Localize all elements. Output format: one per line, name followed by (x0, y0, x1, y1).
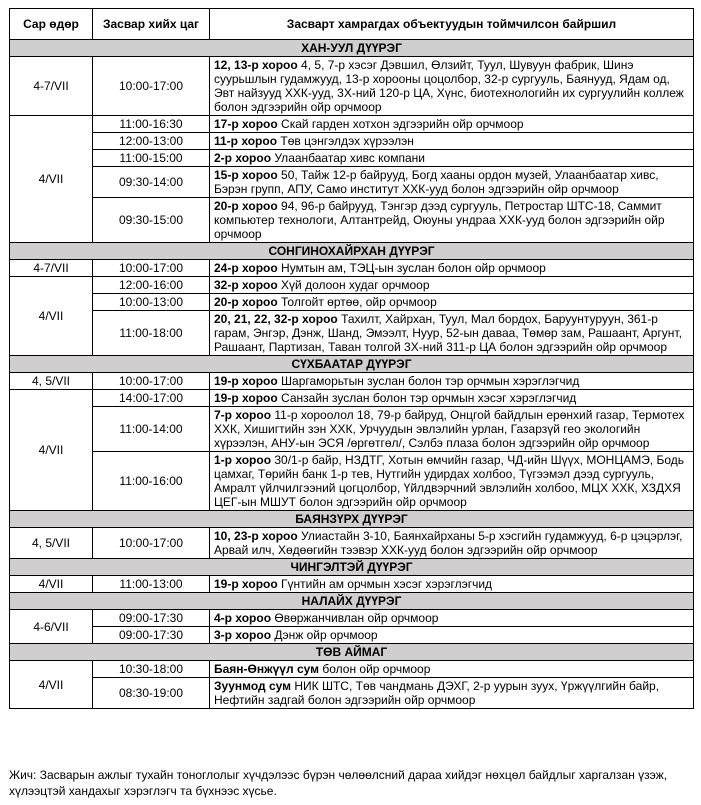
location-text: болон ойр орчмоор (319, 662, 431, 676)
table-row (10, 528, 694, 559)
time-cell: 11:00-16:30 (93, 116, 210, 133)
outage-schedule (9, 8, 693, 709)
khoroo-label: 17-р хороо (214, 117, 278, 131)
section-row (10, 243, 694, 260)
location-text: 30/1-р байр, НЗДТГ, Хотын өмчийн газар, ЧД-ийн Шүүх, МОНЦАМЭ, Бодь цамхаг, Төрийн банк 1-р тев, Нутгийн удирдах холбоо, Түгээмэл дээд сургууль, Амралт үйлчилгээний цогцолбор, Үйлдвэрчний эвлэлийн холбоо, МЦХ ХХК, ХЗДХЯ ЦЕГ-ын МШУТ болон эдгээрийн ойр орчмоор (214, 453, 685, 509)
location-text: Улаанбаатар хивс компани (271, 151, 425, 165)
table-row (10, 627, 694, 644)
time-cell: 10:00-17:00 (93, 57, 210, 116)
table-row (10, 407, 694, 452)
location-cell (210, 294, 694, 311)
khoroo-label: Зуунмод сум (214, 679, 292, 693)
location-text: Улиастайн 3-10, Баянхайрханы 5-р хэсгийн гудамжууд, 6-р цэцэрлэг, Арвай илч, Хөдөөгийн тээвэр ХХК-ууд болон эдгээрийн ойр орчмоор (214, 529, 683, 557)
khoroo-label: 3-р хороо (214, 628, 272, 642)
time-cell: 09:30-15:00 (93, 198, 210, 243)
schedule-body (10, 40, 694, 709)
time-cell: 09:30-14:00 (93, 167, 210, 198)
district-heading: ЧИНГЭЛТЭЙ ДҮҮРЭГ (10, 559, 694, 576)
time-cell: 11:00-15:00 (93, 150, 210, 167)
time-cell: 10:00-17:00 (93, 260, 210, 277)
time-cell: 09:00-17:30 (93, 610, 210, 627)
table-row (10, 661, 694, 678)
header-time: Засвар хийх цаг (93, 9, 210, 40)
date-cell: 4-7/VII (10, 57, 93, 116)
khoroo-label: 10, 23-р хороо (214, 529, 298, 543)
section-row (10, 356, 694, 373)
time-cell: 10:00-17:00 (93, 528, 210, 559)
location-cell (210, 678, 694, 709)
table-row (10, 373, 694, 390)
location-cell (210, 576, 694, 593)
table-row (10, 678, 694, 709)
khoroo-label: 2-р хороо (214, 151, 272, 165)
time-cell: 11:00-14:00 (93, 407, 210, 452)
location-cell (210, 311, 694, 356)
location-text: 50, Тайж 12-р байрууд, Богд хааны ордон музей, Улаанбаатар хивс, Бэрэн групп, АПУ, Само институт ХХК-ууд болон эдгээрийн ойр орчмоор (214, 168, 659, 196)
khoroo-label: 4-р хороо (214, 611, 272, 625)
location-text: Гүнтийн ам орчмын хэсэг хэрэглэгчид (277, 577, 493, 591)
date-cell: 4-7/VII (10, 260, 93, 277)
time-cell: 10:30-18:00 (93, 661, 210, 678)
khoroo-label: 19-р хороо (214, 577, 278, 591)
location-cell (210, 627, 694, 644)
section-row (10, 40, 694, 57)
section-row (10, 559, 694, 576)
header-location: Засварт хамрагдах объектуудын тоймчилсон байршил (210, 9, 694, 40)
date-cell: 4, 5/VII (10, 528, 93, 559)
date-cell: 4-6/VII (10, 610, 93, 644)
khoroo-label: 20, 21, 22, 32-р хороо (214, 312, 338, 326)
time-cell: 10:00-13:00 (93, 294, 210, 311)
location-cell (210, 133, 694, 150)
district-heading: СОНГИНОХАЙРХАН ДҮҮРЭГ (10, 243, 694, 260)
time-cell: 11:00-18:00 (93, 311, 210, 356)
location-cell (210, 661, 694, 678)
table-row (10, 198, 694, 243)
table-row (10, 57, 694, 116)
time-cell: 10:00-17:00 (93, 373, 210, 390)
khoroo-label: 1-р хороо (214, 453, 272, 467)
table-row (10, 610, 694, 627)
location-cell (210, 198, 694, 243)
location-cell (210, 610, 694, 627)
location-text: Шаргаморьтын зуслан болон тэр орчмын хэрэглэгчид (277, 374, 580, 388)
district-heading: СҮХБААТАР ДҮҮРЭГ (10, 356, 694, 373)
location-text: Толгойт өртөө, ойр орчмоор (277, 295, 437, 309)
footnote: Жич: Засварын ажлыг тухайн тоноглолыг хүчдэлээс бүрэн чөлөөлсний дараа хийдэг нөхцөл байдлыг харгалзан үзэж, хүлээцтэй хандахыг хэрэглэгч та бүхнээс хүсье. (9, 768, 668, 798)
location-text: Төв цэнгэлдэх хүрээлэн (277, 134, 414, 148)
table-row (10, 277, 694, 294)
section-row (10, 644, 694, 661)
date-cell: 4/VII (10, 576, 93, 593)
khoroo-label: 20-р хороо (214, 199, 278, 213)
location-cell (210, 57, 694, 116)
table-row (10, 133, 694, 150)
date-cell: 4, 5/VII (10, 373, 93, 390)
time-cell: 12:00-16:00 (93, 277, 210, 294)
location-cell (210, 277, 694, 294)
location-text: Өвөржанчивлан ойр орчмоор (271, 611, 439, 625)
location-text: Санзайн зуслан болон тэр орчмын хэсэг хэрэглэгчид (277, 391, 577, 405)
section-row (10, 511, 694, 528)
time-cell: 14:00-17:00 (93, 390, 210, 407)
khoroo-label: 12, 13-р хороо (214, 58, 298, 72)
khoroo-label: 20-р хороо (214, 295, 278, 309)
district-heading: БАЯНЗҮРХ ДҮҮРЭГ (10, 511, 694, 528)
district-heading: ХАН-УУЛ ДҮҮРЭГ (10, 40, 694, 57)
khoroo-label: 19-р хороо (214, 374, 278, 388)
header-date: Сар өдөр (10, 9, 93, 40)
schedule-table (9, 8, 694, 709)
location-cell (210, 528, 694, 559)
location-text: 4, 5, 7-р хэсэг Дэвшил, Өлзийт, Туул, Шувуун фабрик, Шинэ суурьшлын гудамжууд, 13-р хорооны цоцолбор, 32-р сургууль, Баянууд, Ядам од, Эвт найзууд ХХК-ууд, 3Х-ний 120-р ЦА, Хүнс, биотехнологийн их сургуулийн коллеж болон эдгээрийн ойр орчмоор (214, 58, 684, 114)
time-cell: 12:00-13:00 (93, 133, 210, 150)
location-cell (210, 167, 694, 198)
location-text: Дэнж ойр орчмоор (271, 628, 378, 642)
khoroo-label: Баян-Өнжүүл сум (214, 662, 320, 676)
location-cell (210, 150, 694, 167)
location-text: НИК ШТС, Төв чандмань ДЭХГ, 2-р уурын зуух, Үржүүлгийн байр, Нефтийн задгай болон эдгээрийн ойр орчмоор (214, 679, 660, 707)
table-row (10, 311, 694, 356)
date-cell: 4/VII (10, 116, 93, 243)
location-text: 11-р хороолол 18, 79-р байруд, Онцгой байдлын ерөнхий газар, Термотех ХХК, Хишигтийн зэн ХХК, Урчуудын эвлэлийн урлан, Газарзүй гео экологийн хүрээлэн, АНУ-ын ЭСЯ /өргөтгөл/, Сэлбэ плаза болон эдгээрийн ойр орчмоор (214, 408, 685, 450)
location-cell (210, 260, 694, 277)
khoroo-label: 15-р хороо (214, 168, 278, 182)
khoroo-label: 7-р хороо (214, 408, 272, 422)
location-cell (210, 452, 694, 511)
table-row (10, 390, 694, 407)
date-cell: 4/VII (10, 277, 93, 356)
khoroo-label: 11-р хороо (214, 134, 278, 148)
header-row (10, 9, 694, 40)
khoroo-label: 32-р хороо (214, 278, 278, 292)
location-text: Нумтын ам, ТЭЦ-ын зуслан болон ойр орчмоор (277, 261, 546, 275)
location-text: Тахилт, Хайрхан, Туул, Мал бордох, Баруунтуруун, 361-р гарам, Энгэр, Дэнж, Шанд, Эмээлт, Нуур, 52-ын даваа, Төмөр зам, Рашаант, Аргунт, Рашаант, Партизан, Таван толгой 3Х-ний 311-р ЦА болон эдгээрийн ойр орчмоор (214, 312, 682, 354)
district-heading: НАЛАЙХ ДҮҮРЭГ (10, 593, 694, 610)
location-cell (210, 373, 694, 390)
table-row (10, 116, 694, 133)
section-row (10, 593, 694, 610)
time-cell: 08:30-19:00 (93, 678, 210, 709)
table-row (10, 576, 694, 593)
table-row (10, 452, 694, 511)
location-cell (210, 116, 694, 133)
location-text: 94, 96-р байрууд, Тэнгэр дээд сургууль, Петростар ШТС-18, Саммит компьютер технологи, Алтантрейд, Оюуны ундраа ХХК-ууд болон эдгээрийн ойр орчмоор (214, 199, 665, 241)
table-row (10, 150, 694, 167)
table-row (10, 294, 694, 311)
location-cell (210, 390, 694, 407)
date-cell: 4/VII (10, 390, 93, 511)
khoroo-label: 19-р хороо (214, 391, 278, 405)
khoroo-label: 24-р хороо (214, 261, 278, 275)
location-text: Хүй долоон худаг орчмоор (277, 278, 430, 292)
location-cell (210, 407, 694, 452)
location-text: Скай гарден хотхон эдгээрийн ойр орчмоор (277, 117, 524, 131)
table-row (10, 167, 694, 198)
date-cell: 4/VII (10, 661, 93, 709)
table-row (10, 260, 694, 277)
time-cell: 11:00-13:00 (93, 576, 210, 593)
time-cell: 11:00-16:00 (93, 452, 210, 511)
district-heading: ТӨВ АЙМАГ (10, 644, 694, 661)
time-cell: 09:00-17:30 (93, 627, 210, 644)
